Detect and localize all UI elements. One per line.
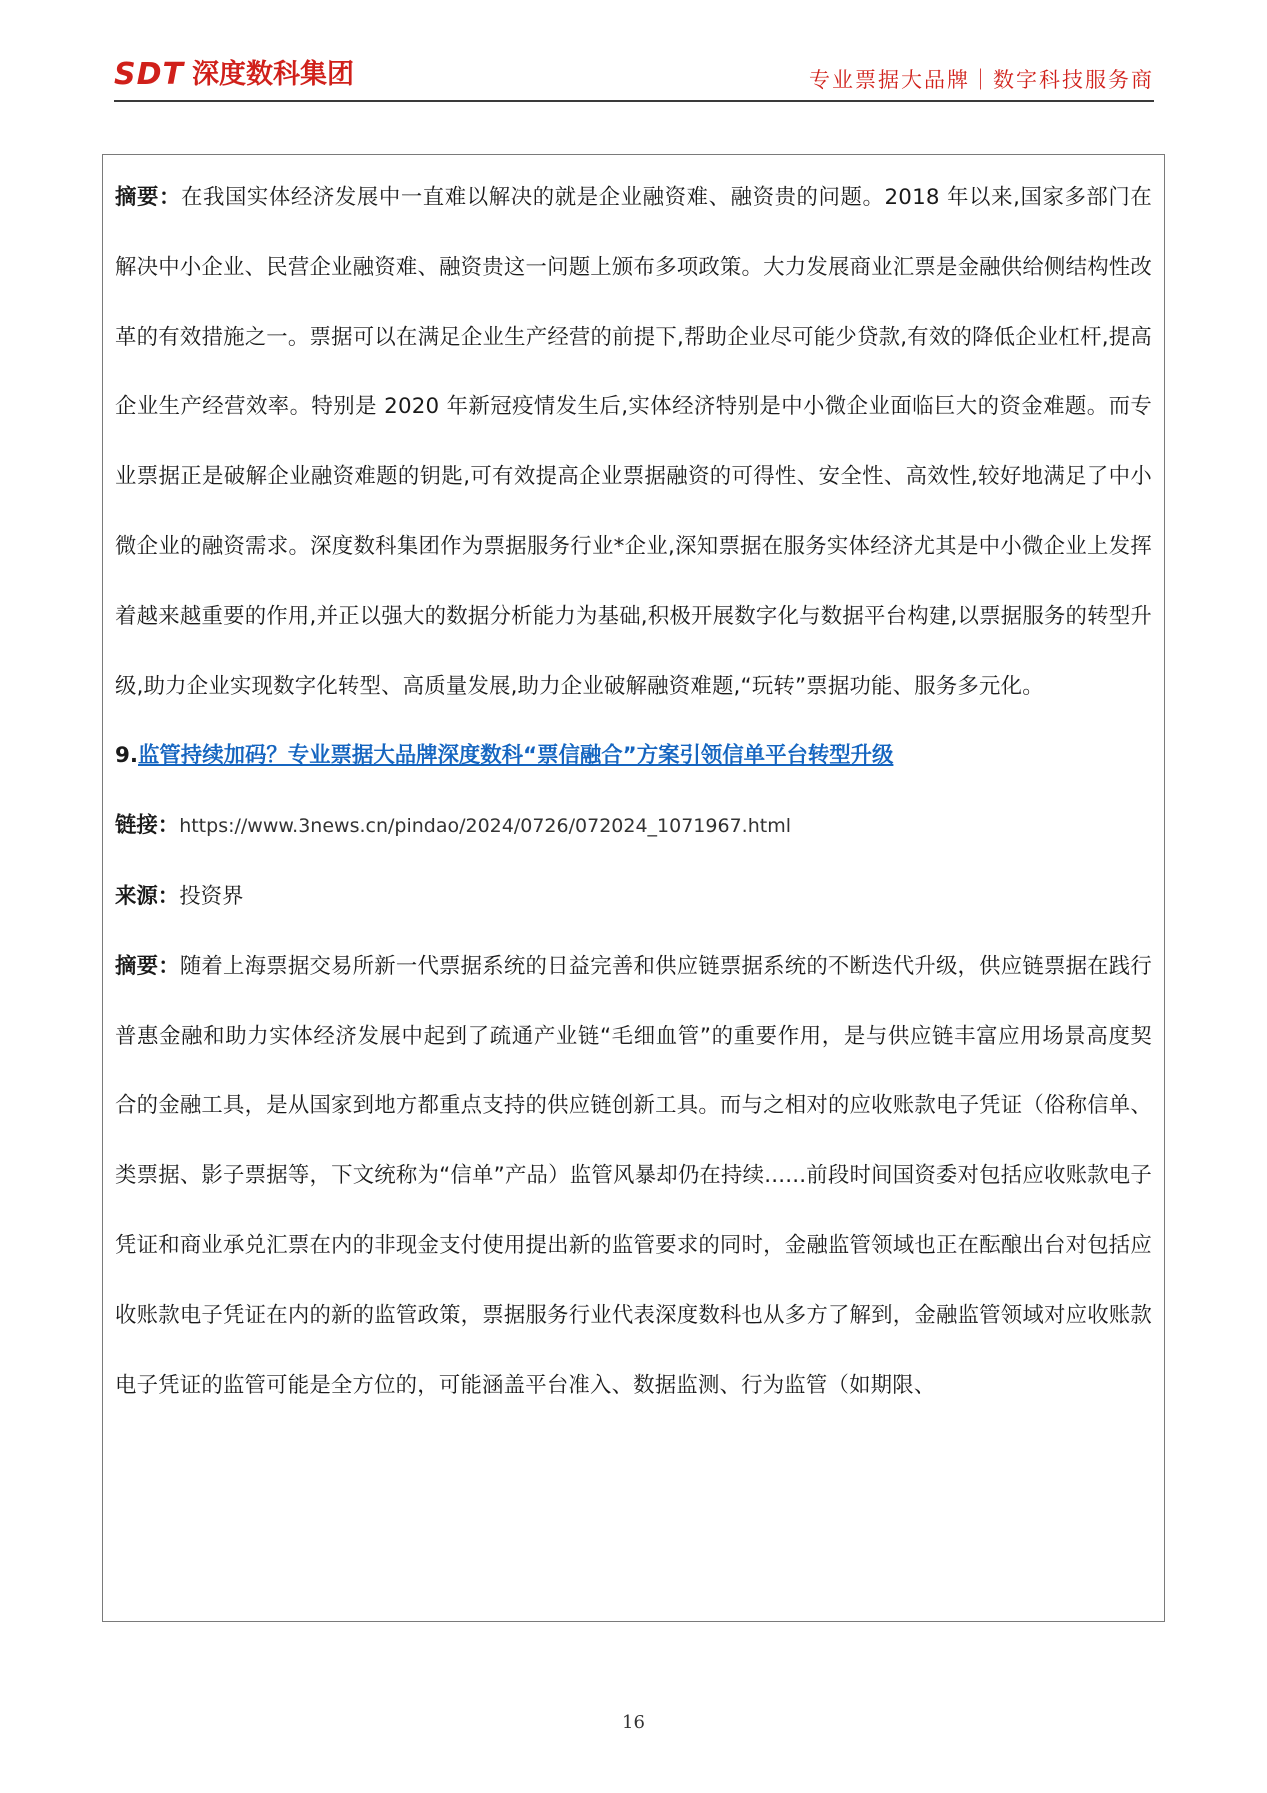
logo-mark: SDT — [114, 57, 184, 92]
article-number: 9. — [115, 743, 139, 769]
header-divider — [114, 100, 1154, 102]
abstract-text: 在我国实体经济发展中一直难以解决的就是企业融资难、融资贵的问题。2018 年以来,国家多部门在解决中小企业、民营企业融资难、融资贵这一问题上颁布多项政策。大力发展商业汇票是金融供给侧结构性改革的有效措施之一。票据可以在满足企业生产经营的前提下,帮助企业尽可能少贷款,有效的降低企业杠杆,提高企业生产经营效率。特别是 2020 年新冠疫情发生后,实体经济特别是中小微企业面临巨大的资金难题。而专业票据正是破解企业融资难题的钥匙,可有效提高企业票据融资的可得性、安全性、高效性,较好地满足了中小微企业的融资需求。深度数科集团作为票据服务行业*企业,深知票据在服务实体经济尤其是中小微企业上发挥着越来越重要的作用,并正以强大的数据分析能力为基础,积极开展数字化与数据平台构建,以票据服务的转型升级,助力企业实现数字化转型、高质量发展,助力企业破解融资难题,“玩转”票据功能、服务多元化。 — [115, 185, 1152, 699]
abstract-label: 摘要： — [115, 953, 180, 979]
article-url[interactable]: https://www.3news.cn/pindao/2024/0726/072024_1071967.html — [179, 815, 791, 838]
article-link-row — [115, 791, 1152, 862]
content-box — [102, 154, 1165, 1622]
abstract-paragraph-1 — [115, 163, 1152, 721]
article-source-row — [115, 862, 1152, 932]
company-name: 深度数科集团 — [191, 59, 354, 90]
page-number: 16 — [622, 1712, 645, 1733]
header-slogan: 专业票据大品牌｜数字科技服务商 — [809, 68, 1154, 92]
abstract-paragraph-2 — [115, 932, 1152, 1421]
company-logo — [114, 57, 354, 92]
article-9-title — [115, 721, 1152, 791]
page-header — [114, 56, 1154, 104]
source-value: 投资界 — [179, 883, 244, 909]
link-label: 链接： — [115, 813, 180, 839]
source-label: 来源： — [115, 883, 180, 909]
article-title-link[interactable]: 监管持续加码？专业票据大品牌深度数科“票信融合”方案引领信单平台转型升级 — [138, 743, 894, 769]
abstract-label: 摘要： — [115, 185, 181, 210]
abstract-text: 随着上海票据交易所新一代票据系统的日益完善和供应链票据系统的不断迭代升级，供应链票据在践行普惠金融和助力实体经济发展中起到了疏通产业链“毛细血管”的重要作用，是与供应链丰富应用场景高度契合的金融工具，是从国家到地方都重点支持的供应链创新工具。而与之相对的应收账款电子凭证（俗称信单、类票据、影子票据等，下文统称为“信单”产品）监管风暴却仍在持续......前段时间国资委对包括应收账款电子凭证和商业承兑汇票在内的非现金支付使用提出新的监管要求的同时，金融监管领域也正在酝酿出台对包括应收账款电子凭证在内的新的监管政策，票据服务行业代表深度数科也从多方了解到，金融监管领域对应收账款电子凭证的监管可能是全方位的，可能涵盖平台准入、数据监测、行为监管（如期限、 — [115, 953, 1152, 1398]
